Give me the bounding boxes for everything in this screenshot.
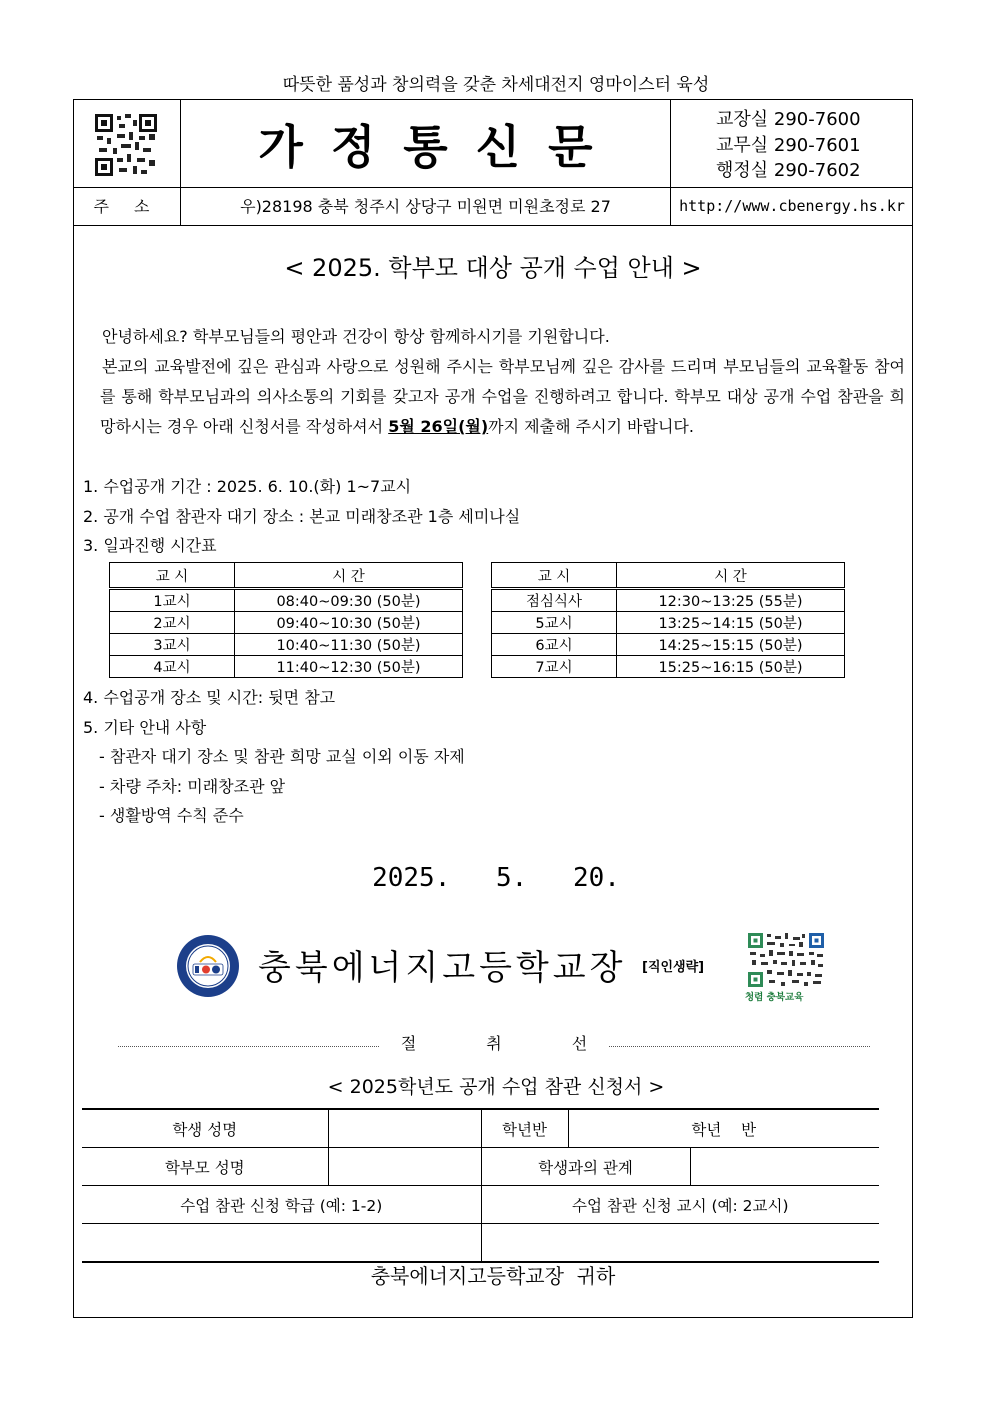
column-header-period: 교 시 (110, 563, 235, 589)
notice-heading: < 2025. 학부모 대상 공개 수업 안내 > (284, 254, 702, 282)
school-motto: 따뜻한 품성과 창의력을 갖춘 차세대전지 영마이스터 육성 (282, 75, 710, 95)
table-row: 4교시 11:40~12:30 (50분) (110, 656, 463, 678)
table-row: 5교시 13:25~14:15 (50분) (492, 612, 845, 634)
cut-line-dots (118, 1038, 379, 1047)
note-line: - 차량 주차: 미래창조관 앞 (99, 776, 286, 796)
phone-principal: 교장실 290-7600 (716, 109, 861, 130)
notice-body (100, 322, 905, 442)
item-schedule-heading: 3. 일과진행 시간표 (83, 536, 217, 555)
column-header-time: 시 간 (235, 563, 463, 589)
table-row (82, 1148, 879, 1186)
table-row (82, 1224, 879, 1263)
address-divider (73, 225, 913, 226)
column-header-time: 시 간 (617, 563, 845, 589)
note-line: - 참관자 대기 장소 및 참관 희망 교실 이외 이동 자제 (99, 747, 465, 766)
notice-items-continued (83, 683, 465, 831)
school-address: 우)28198 충북 청주시 상당구 미원면 미원초정로 27 (240, 197, 611, 216)
schedule-table-left (109, 562, 463, 678)
table-row: 3교시 10:40~11:30 (50분) (110, 634, 463, 656)
principal-title: 충북에너지고등학교장 (258, 948, 627, 988)
item-waiting-place: 2. 공개 수업 참관자 대기 장소 : 본교 미래창조관 1층 세미나실 (83, 506, 521, 526)
integrity-caption: 청렴 충북교육 (745, 992, 804, 1003)
column-header-period: 교 시 (492, 563, 617, 589)
qr-code-icon[interactable] (93, 112, 159, 178)
grade-class-field[interactable]: 학년 반 (568, 1109, 879, 1148)
student-name-field[interactable] (328, 1109, 481, 1148)
table-row: 6교시 14:25~15:15 (50분) (492, 634, 845, 656)
issue-date: 2025. 5. 20. (372, 863, 620, 893)
notice-paragraph: 본교의 교육발전에 깊은 관심과 사랑으로 성원해 주시는 학부모님께 깊은 감사를 드리며 부모님들의 교육활동 참여를 통해 학부모님과의 의사소통의 기회를 갖고자 공개 수업을 진행하려고 합니다. 학부모 대상 공개 수업 참관을 희망하시는 경우 아래 신청서를 작성하셔서 5월 26일(월)까지 제출해 주시기 바랍니다. (100, 357, 905, 436)
school-seal-icon (176, 934, 240, 998)
class-request-label: 수업 참관 신청 학급 (예: 1-2) (82, 1186, 481, 1224)
phone-academic: 교무실 290-7601 (716, 134, 861, 156)
application-form (82, 1108, 879, 1263)
cut-line (118, 1031, 870, 1054)
period-request-field[interactable] (481, 1224, 879, 1263)
item-class-location: 4. 수업공개 장소 및 시간: 뒷면 참고 (83, 688, 336, 707)
relation-field[interactable] (690, 1148, 879, 1186)
notice-items (83, 472, 520, 561)
parent-name-field[interactable] (328, 1148, 481, 1186)
table-row: 점심식사 12:30~13:25 (55분) (492, 589, 845, 612)
relation-label: 학생과의 관계 (481, 1148, 690, 1186)
class-request-field[interactable] (82, 1224, 481, 1263)
cut-line-label: 절취선 (400, 1034, 658, 1053)
deadline-date: 5월 26일(월) (388, 417, 489, 436)
item-period: 1. 수업공개 기간 : 2025. 6. 10.(화) 1~7교시 (83, 477, 412, 496)
period-request-label: 수업 참관 신청 교시 (예: 2교시) (481, 1186, 879, 1224)
phone-list (716, 107, 861, 184)
school-website-link[interactable]: http://www.cbenergy.hs.kr (679, 197, 905, 215)
address-label: 주 소 (93, 197, 160, 216)
cut-line-dots (609, 1038, 870, 1047)
schedule-table-right (491, 562, 845, 678)
table-row (82, 1109, 879, 1148)
note-line: - 생활방역 수칙 준수 (99, 806, 244, 825)
table-row: 1교시 08:40~09:30 (50분) (110, 589, 463, 612)
application-form-title: < 2025학년도 공개 수업 참관 신청서 > (327, 1076, 665, 1098)
seal-omitted-note: [직인생략] (642, 960, 705, 975)
greeting-text: 안녕하세요? 학부모님들의 평안과 건강이 항상 함께하시기를 기원합니다. (102, 327, 610, 346)
phone-admin: 행정실 290-7602 (716, 160, 861, 181)
document-title: 가정통신문 (258, 120, 621, 174)
form-addressee: 충북에너지고등학교장 귀하 (370, 1264, 616, 1288)
table-row: 2교시 09:40~10:30 (50분) (110, 612, 463, 634)
parent-name-label: 학부모 성명 (82, 1148, 328, 1186)
table-row: 7교시 15:25~16:15 (50분) (492, 656, 845, 678)
grade-class-label: 학년반 (481, 1109, 568, 1148)
student-name-label: 학생 성명 (82, 1109, 328, 1148)
item-other-notes: 5. 기타 안내 사항 (83, 717, 207, 737)
table-row (82, 1186, 879, 1224)
qr-code-icon[interactable] (747, 932, 825, 988)
